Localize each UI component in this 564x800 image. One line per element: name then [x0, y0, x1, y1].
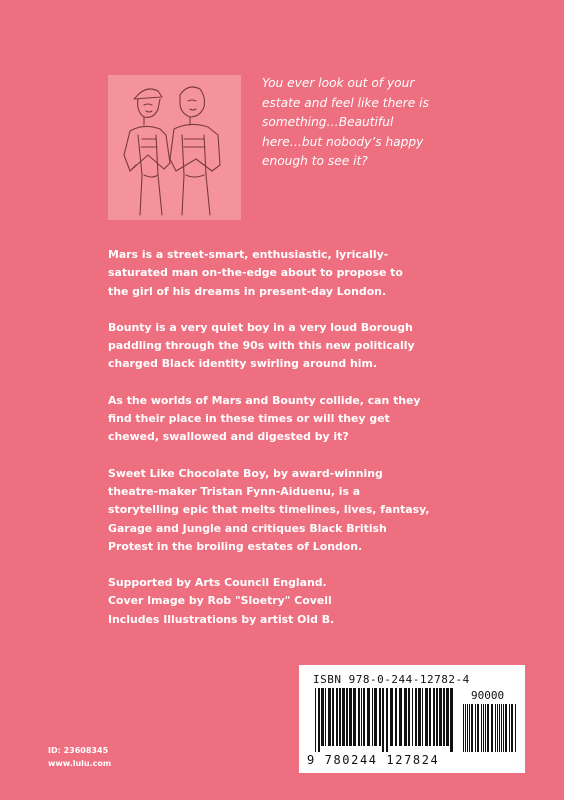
- barcode-bar: [349, 688, 352, 746]
- barcode-addon-bar: [495, 704, 496, 752]
- barcode-addon-bar: [481, 704, 482, 752]
- paragraph-collide: As the worlds of Mars and Bounty collide, can they find their place in these times or will they get chewed, swallowed and digested by it?: [108, 393, 421, 444]
- barcode-bar: [361, 688, 362, 746]
- barcode-bar: [321, 688, 324, 746]
- tagline-quote: You ever look out of your estate and feel like there is something…Beautiful here…but nobody’s happy enough to see it?: [262, 76, 429, 168]
- barcode-bar: [446, 688, 449, 746]
- barcode-bar: [386, 688, 388, 752]
- price-code: 90000: [471, 689, 505, 702]
- barcode-bar: [374, 688, 377, 746]
- barcode-bar: [450, 688, 453, 752]
- barcode-addon-bar: [503, 704, 504, 752]
- imprint: [48, 744, 111, 770]
- barcode-digits: 9 780244 127824: [307, 753, 440, 767]
- barcode-bar: [436, 688, 438, 746]
- barcode-addon-bar: [485, 704, 486, 752]
- barcode-bar: [412, 688, 413, 746]
- isbn-barcode: [299, 665, 525, 773]
- barcode-bar: [332, 688, 334, 746]
- blurb: [108, 246, 528, 629]
- barcode-bar: [353, 688, 356, 746]
- barcode-addon-bar: [463, 704, 464, 752]
- paragraph-bounty: Bounty is a very quiet boy in a very loud Borough paddling through the 90s with this new politically charged Black identity swirling around him.: [108, 320, 415, 371]
- barcode-bar: [415, 688, 417, 746]
- two-men-illustration: [108, 75, 241, 220]
- barcode-addon-bar: [465, 704, 466, 752]
- barcode-bar: [422, 688, 423, 746]
- barcode-addon-bar: [477, 704, 479, 752]
- barcode-bar: [408, 688, 410, 746]
- barcode-bar: [395, 688, 397, 746]
- barcode-bar: [325, 688, 326, 746]
- barcode-bar: [318, 688, 320, 752]
- barcode-bar: [382, 688, 384, 752]
- barcode-bar: [390, 688, 393, 746]
- paragraph-mars: Mars is a street-smart, enthusiastic, lyrically- saturated man on-the-edge about to propose to the girl of his dreams in present-day London.: [108, 248, 403, 298]
- barcode-bar: [418, 688, 421, 746]
- barcode-bar: [328, 688, 331, 746]
- barcode-bar: [339, 688, 341, 746]
- paragraph-about: Sweet Like Chocolate Boy, by award-winning theatre-maker Tristan Fynn-Aiduenu, is a storytelling epic that melts timelines, lives, fantasy, Garage and Jungle and critiques Black British Protest in the broiling estates of London.: [108, 466, 430, 553]
- isbn-label: ISBN 978-0-244-12782-4: [313, 673, 470, 686]
- barcode-bar: [358, 688, 360, 746]
- barcode-bar: [433, 688, 435, 746]
- barcode-addon-bar: [475, 704, 476, 752]
- barcode-bar: [346, 688, 348, 746]
- barcode-bar: [399, 688, 402, 746]
- barcode-addon-bar: [501, 704, 502, 752]
- barcode-addon-bar: [515, 704, 516, 752]
- barcode-bar: [439, 688, 442, 746]
- barcode-bar: [367, 688, 370, 746]
- barcode-bar: [404, 688, 407, 746]
- barcode-bar: [342, 688, 345, 746]
- barcode-addon-bar: [491, 704, 493, 752]
- barcode-bar: [379, 688, 381, 746]
- barcode-bar: [336, 688, 338, 746]
- imprint-id: ID: 23608345: [48, 746, 109, 755]
- barcode-addon-bar: [499, 704, 500, 752]
- barcode-bar: [315, 688, 316, 752]
- barcode-bar: [372, 688, 373, 746]
- barcode-addon-bar: [497, 704, 498, 752]
- barcode-bar: [443, 688, 445, 746]
- barcode-addon-bar: [471, 704, 473, 752]
- barcode-addon-bar: [467, 704, 468, 752]
- credits: Supported by Arts Council England. Cover Image by Rob "Sloetry" Covell Includes Illustrations by artist Old B.: [108, 576, 335, 626]
- barcode-addon-bar: [469, 704, 470, 752]
- cover-illustration: [108, 75, 241, 220]
- barcode-bar: [363, 688, 365, 746]
- imprint-site: www.lulu.com: [48, 759, 112, 768]
- barcode-addon-bar: [509, 704, 510, 752]
- barcode-addon-bar: [505, 704, 507, 752]
- barcode-bar: [429, 688, 431, 746]
- barcode-bar: [425, 688, 428, 746]
- barcode-addon-bar: [483, 704, 484, 752]
- barcode-addon-bar: [487, 704, 489, 752]
- barcode-addon-bar: [511, 704, 513, 752]
